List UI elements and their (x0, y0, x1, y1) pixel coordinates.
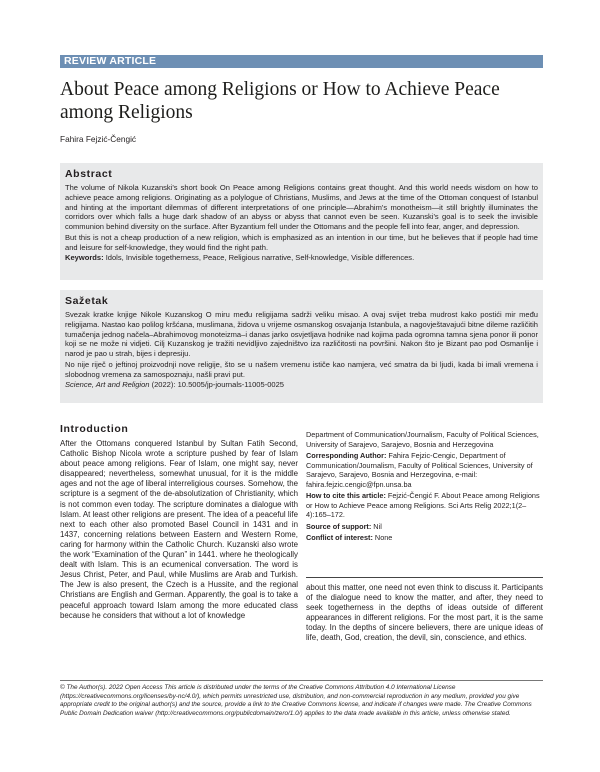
source-of-support-text: Nil (371, 521, 382, 531)
conflict-of-interest (306, 533, 543, 543)
sazetak-heading: Sažetak (65, 295, 109, 307)
keywords-list: Idols, Invisible togetherness, Peace, Religious narrative, Self-knowledge, Visible differences. (103, 253, 415, 263)
license-footer: © The Author(s). 2022 Open Access This article is distributed under the terms of the Creative Commons Attribution 4.0 International License (https://creativecommons.org/licenses/by-nc/4.0/), which permits unrestricted use, distribution, and non-commercial reproduction in any medium, provided you give appropriate credit to the original author(s) and the source, provide a link to the Creative Commons license, and indicate if changes were made. The Creative Commons Public Domain Dedication waiver (http://creativecommons.org/publicdomain/zero/1.0/) applies to the data made available in this article, unless otherwise stated. (60, 684, 532, 717)
affiliation: Department of Communication/Journalism, Faculty of Political Sciences, University of Sarajevo, Sarajevo, Bosnia and Herzegovina (306, 430, 539, 449)
sazetak-paragraph-2: No nije riječ o jeftinoj proizvodnji nove religije, što se u našem vremenu ističe kao namjera, već smatra da bi ljudi, kada bi imali vremena i slobodnog vremena za samospoznaju, našli pravi put. (65, 359, 538, 379)
how-to-cite-label: How to cite this article: (306, 491, 386, 500)
article-meta (306, 430, 543, 545)
source-of-support-label: Source of support: (306, 521, 372, 531)
corresponding-author (306, 451, 543, 489)
article-title: About Peace among Religions or How to Achieve Peace among Religions (60, 79, 500, 123)
meta-divider (306, 577, 543, 578)
corresponding-author-label: Corresponding Author: (306, 451, 387, 460)
how-to-cite-text: Fejzić-Čengić F. About Peace among Religions or How to Achieve Peace among Religions. Sci Arts Relig 2022;1(2–4):165–172. (306, 491, 540, 519)
abstract-heading: Abstract (65, 168, 113, 180)
conflict-of-interest-text: None (372, 533, 393, 542)
citation-doi: (2022): 10.5005/jp-journals-11005-0025 (149, 380, 285, 390)
how-to-cite (306, 491, 543, 520)
author-line: Fahira Fejzić-Čengić (60, 134, 137, 144)
citation-journal: Science, Art and Religion (65, 380, 150, 390)
sazetak-paragraph-1: Svezak kratke knjige Nikole Kuzanskog O miru među religijama sadrži veliku misao. A ovaj svijet treba mudrost kako postići mir među religijama. Nastao kao polilog kršćana, muslimana, židova u vrijeme osmanskog osvajanja Istanbula, a nagovještavajući bitne dileme različitih tumačenja jednog načela–Abrahimovog monoteizma–i danas jarko osvjetljava hodnike nad kojima pada ogromna tamna sjena ponor ili ponor koji se ne može ni vidjeti. Cilj Kuzanskog je tražiti nevidljivo zajedništvo iza različitosti na površini. Nakon što je Bizant pao pod Osmanlije i narod je pao u strah, bijes i depresiju. (65, 310, 538, 358)
right-column-body (306, 583, 543, 644)
sazetak-box (60, 290, 543, 403)
footer-divider (60, 680, 543, 681)
abstract-paragraph-1: The volume of Nikola Kuzanski's short book On Peace among Religions contains great thought. And this world needs wisdom on how to achieve peace among religions. Originating as a polylogue of Christians, Muslims, and Jews at the time of the Ottoman conquest of Istanbul and hinting at the important dilemmas of different interpretations of one principle—Abrahim's monotheism—it still brightly illuminates the corridors over which falls a huge dark shadow of an abyss or abyss that cannot even be seen. Kuzanski's goal is to seek the invisible communion behind diversity on the surface. After Byzantium fell under the Ottomans and the people fell into fear, anger, and depression. (65, 183, 538, 231)
corresponding-author-text: Fahira Fejzic-Cengic, Department of Communication/Journalism, Faculty of Political Sciences, University of Sarajevo, Sarajevo, Bosnia and Herzegovina, e-mail: fahira.fejzic.cengic@fpn.unsa.ba (306, 451, 533, 489)
source-of-support (306, 522, 543, 532)
introduction-text: After the Ottomans conquered Istanbul by Sultan Fatih Second, Catholic Bishop Nicola wrote a scripture pushed by fear of Islam about peace among religions. Fear of Islam, one might say, never disappeared; nevertheless, somewhat unusual, for it is the middle ages and not the age of liberal interreligious courses. Somehow, the scripture is a segment of the de-absolutization of Christianity, which is not common even today. The scripture dominates a dialogue with Islam. At least other religions are present. The idea of a peaceful life next to each other also promoted Basel Council in 1431 and in 1437, concerning relations between Eastern and Western Rome, caring for harmony within the Catholic Church. Kuzanski also wrote the work “Examination of the Quran” in 1441. where he theologically dealt with Islam. This is an ecumenical conversation. The word is Jesus Christ, Peter, and Paul, while Muslims are Arab and Turkish. The Jew is also present, the Czech is a Hussite, and the regional Christians are English and German. Apparently, the goal is to take a peaceful approach toward Islam among the more educated class because he considers that without a lot of knowledge (60, 439, 298, 620)
abstract-box (60, 163, 543, 280)
conflict-of-interest-label: Conflict of interest: (306, 533, 373, 542)
left-column (60, 423, 298, 621)
keywords-line (65, 253, 538, 263)
sazetak-citation (65, 380, 538, 390)
keywords-label: Keywords: (65, 253, 104, 263)
abstract-paragraph-2: But this is not a cheap production of a new religion, which is emphasized as an intention in our time, but he believes that if people had time and leisure for self-knowledge, they would find the right path. (65, 232, 538, 252)
article-type-label: REVIEW ARTICLE (60, 55, 543, 68)
introduction-heading: Introduction (60, 423, 129, 435)
right-body-text: about this matter, one need not even think to discuss it. Participants of the dialogue need to know the matter, and after, they need to seek togetherness in the depths of ideas outside of different appearances in different religions. For the most part, it is the same today. In the depths of sincere believers, there are unique ideas of life, death, God, creation, the devil, sin, conscience, and ethics. (306, 583, 543, 643)
